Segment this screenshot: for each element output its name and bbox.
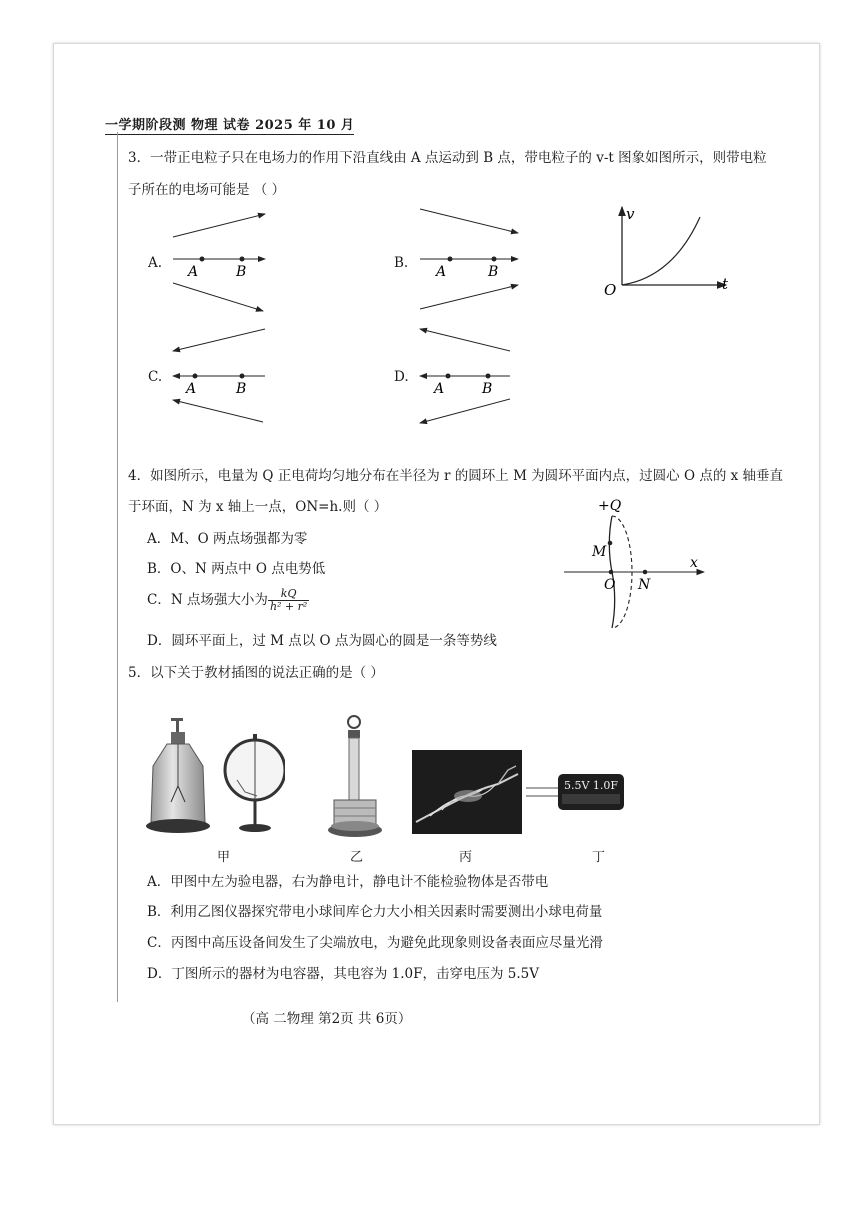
q3c-point-a: A: [186, 381, 197, 397]
q5-option-c: C．丙图中高压设备间发生了尖端放电，为避免此现象则设备表面应尽量光滑: [147, 935, 603, 951]
q3-vt-graph: [598, 203, 738, 303]
q3b-point-a: A: [436, 264, 447, 280]
q4-ring-figure: [560, 495, 710, 637]
q5-option-d: D．丁图所示的器材为电容器，其电容为 1.0F，击穿电压为 5.5V: [147, 966, 539, 982]
vt-x-axis-label: t: [722, 275, 729, 293]
ring-point-o: O: [604, 577, 616, 593]
q3-field-a-figure: [165, 205, 275, 315]
q4-option-d: D．圆环平面上，过 M 点以 O 点为圆心的圆是一条等势线: [147, 633, 497, 649]
q3-option-a-label: A.: [148, 255, 163, 271]
q3-field-d-figure: [412, 323, 527, 433]
q3a-point-a: A: [188, 264, 199, 280]
q4-stem-line2: 于环面，N 为 x 轴上一点，ON=h.则（ ）: [128, 499, 388, 515]
q4-option-b: B．O、N 两点中 O 点电势低: [147, 561, 326, 577]
q3-option-d-label: D.: [394, 369, 409, 385]
q3a-point-b: B: [236, 264, 247, 280]
q3c-point-b: B: [236, 381, 247, 397]
ring-point-m: M: [592, 544, 607, 560]
q4-fraction-numerator: kQ: [268, 588, 309, 601]
q4-option-c-text: C．N 点场强大小为: [147, 592, 268, 608]
q5-figure-jia: [145, 716, 285, 842]
page-footer: （高 二物理 第2页 共 6页）: [242, 1011, 412, 1027]
q3d-point-b: B: [482, 381, 493, 397]
q5-figure-bing: [412, 750, 522, 834]
q3-field-c-figure: [165, 323, 275, 433]
vt-y-axis-label: v: [626, 205, 635, 223]
q5-stem: 5．以下关于教材插图的说法正确的是（ ）: [128, 665, 384, 681]
q3-field-b-figure: [412, 205, 527, 315]
q5-caption-ding: 丁: [592, 850, 606, 865]
q4-option-c-fraction: [268, 588, 309, 613]
q5-caption-bing: 丙: [459, 850, 473, 865]
q5-option-a: A．甲图中左为验电器，右为静电计，静电计不能检验物体是否带电: [147, 874, 549, 890]
q5-figure-yi: [326, 712, 386, 842]
q4-stem-line1: 4．如图所示，电量为 Q 正电荷均匀地分布在半径为 r 的圆环上 M 为圆环平面内点，过圆心 O 点的 x 轴垂直: [128, 468, 784, 484]
q5-figure-ding: [526, 772, 630, 812]
q4-option-a: A．M、O 两点场强都为零: [147, 531, 308, 547]
margin-line: [117, 132, 118, 1002]
q3-option-c-label: C.: [148, 369, 163, 385]
capacitor-rating-label: 5.5V 1.0F: [564, 779, 619, 792]
q4-fraction-denominator: h² + r²: [269, 600, 308, 613]
ring-axis-x: x: [690, 555, 698, 571]
q5-caption-yi: 乙: [350, 850, 364, 865]
q4-option-c: [147, 588, 309, 613]
ring-point-n: N: [638, 577, 651, 593]
q3-stem-line1: 3．一带正电粒子只在电场力的作用下沿直线由 A 点运动到 B 点，带电粒子的 v-t 图象如图所示，则带电粒: [128, 150, 767, 166]
ring-charge-label: +Q: [598, 498, 622, 514]
q3-stem-line2: 子所在的电场可能是 （ ）: [128, 182, 286, 198]
q3b-point-b: B: [488, 264, 499, 280]
vt-origin-label: O: [604, 281, 617, 299]
q3d-point-a: A: [434, 381, 445, 397]
q5-option-b: B．利用乙图仪器探究带电小球间库仑力大小相关因素时需要测出小球电荷量: [147, 904, 603, 920]
page-header: 一学期阶段测 物理 试卷 2025 年 10 月: [105, 114, 354, 135]
q5-caption-jia: 甲: [217, 850, 231, 865]
q3-option-b-label: B.: [394, 255, 409, 271]
